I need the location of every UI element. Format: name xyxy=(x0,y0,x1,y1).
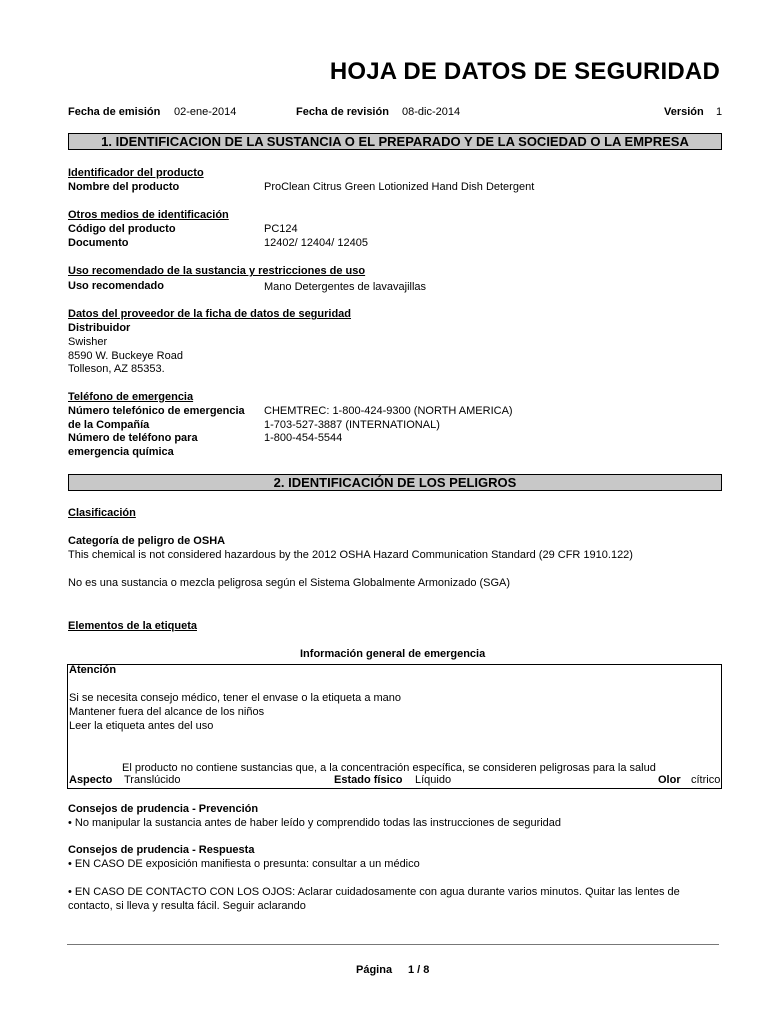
physical-state-label: Estado físico xyxy=(334,774,403,786)
issue-date-value: 02-ene-2014 xyxy=(174,106,237,118)
osha-statement: This chemical is not considered hazardous by the 2012 OSHA Hazard Communication Standard (29 CFR 1910.122) xyxy=(68,549,633,561)
sga-statement: No es una sustancia o mezcla peligrosa según el Sistema Globalmente Armonizado (SGA) xyxy=(68,577,511,589)
response-text: • EN CASO DE CONTACTO CON LOS OJOS: Aclarar cuidadosamente con agua durante varios minutos. Quitar las lentes de xyxy=(68,886,680,898)
distributor-line: 8590 W. Buckeye Road xyxy=(68,350,183,362)
version-label: Versión xyxy=(664,106,704,118)
use-value: Mano Detergentes de lavavajillas xyxy=(264,281,427,293)
response-heading: Consejos de prudencia - Respuesta xyxy=(68,844,255,856)
company-phone-value-intl: 1-703-527-3887 (INTERNATIONAL) xyxy=(264,419,440,431)
chem-phone-label: Número de teléfono para xyxy=(68,432,198,444)
page-label: Página xyxy=(356,964,393,976)
distributor-label: Distribuidor xyxy=(68,322,131,334)
product-code-label: Código del producto xyxy=(68,223,176,235)
chem-phone-value: 1-800-454-5544 xyxy=(264,432,343,444)
prevention-heading: Consejos de prudencia - Prevención xyxy=(68,803,259,815)
aspect-label: Aspecto xyxy=(69,774,113,786)
use-label: Uso recomendado xyxy=(68,280,164,292)
footer-divider xyxy=(67,944,719,945)
label-elements-heading: Elementos de la etiqueta xyxy=(68,620,197,632)
response-text: • EN CASO DE exposición manifiesta o presunta: consultar a un médico xyxy=(68,858,420,870)
other-id-heading: Otros medios de identificación xyxy=(68,209,229,221)
company-phone-value: CHEMTREC: 1-800-424-9300 (NORTH AMERICA) xyxy=(264,405,513,417)
distributor-line: Swisher xyxy=(68,336,108,348)
odor-label: Olor xyxy=(658,774,681,786)
revision-date-value: 08-dic-2014 xyxy=(402,106,461,118)
signal-word: Atención xyxy=(69,664,117,676)
document-label: Documento xyxy=(68,237,129,249)
osha-category-label: Categoría de peligro de OSHA xyxy=(68,535,226,547)
product-id-heading: Identificador del producto xyxy=(68,167,204,179)
physical-state-value: Líquido xyxy=(415,774,452,786)
prevention-text: • No manipular la sustancia antes de haber leído y comprendido todas las instrucciones de seguridad xyxy=(68,817,562,829)
odor-value: cítrico xyxy=(691,774,721,786)
section-2-heading: 2. IDENTIFICACIÓN DE LOS PELIGROS xyxy=(68,474,722,491)
supplier-heading: Datos del proveedor de la ficha de datos de seguridad xyxy=(68,308,352,320)
product-code-value: PC124 xyxy=(264,223,298,235)
emergency-phone-heading: Teléfono de emergencia xyxy=(68,391,194,403)
page-number: 1 / 8 xyxy=(408,964,430,976)
precaution-line: Leer la etiqueta antes del uso xyxy=(69,720,214,732)
revision-date-label: Fecha de revisión xyxy=(296,106,389,118)
section-1-heading: 1. IDENTIFICACION DE LA SUSTANCIA O EL PREPARADO Y DE LA SOCIEDAD O LA EMPRESA xyxy=(68,133,722,150)
emergency-info-box xyxy=(67,664,722,789)
version-value: 1 xyxy=(716,106,723,118)
precaution-line: Mantener fuera del alcance de los niños xyxy=(69,706,265,718)
document-value: 12402/ 12404/ 12405 xyxy=(264,237,368,249)
classification-heading: Clasificación xyxy=(68,507,136,519)
document-title: HOJA DE DATOS DE SEGURIDAD xyxy=(329,58,720,85)
hazard-note: El producto no contiene sustancias que, a la concentración específica, se consideren peligrosas para la salud xyxy=(122,762,656,774)
company-phone-label-cont: de la Compañía xyxy=(68,419,150,431)
chem-phone-label-cont: emergencia química xyxy=(68,446,174,458)
aspect-value: Translúcido xyxy=(124,774,181,786)
use-heading: Uso recomendado de la sustancia y restricciones de uso xyxy=(68,265,366,277)
precaution-line: Si se necesita consejo médico, tener el envase o la etiqueta a mano xyxy=(69,692,402,704)
product-name-value: ProClean Citrus Green Lotionized Hand Dish Detergent xyxy=(264,181,535,193)
company-phone-label: Número telefónico de emergencia xyxy=(68,405,245,417)
emergency-info-heading: Información general de emergencia xyxy=(300,648,486,660)
product-name-label: Nombre del producto xyxy=(68,181,180,193)
response-text-cont: contacto, si lleva y resulta fácil. Seguir aclarando xyxy=(68,900,306,912)
distributor-line: Tolleson, AZ 85353. xyxy=(68,363,165,375)
issue-date-label: Fecha de emisión xyxy=(68,106,161,118)
